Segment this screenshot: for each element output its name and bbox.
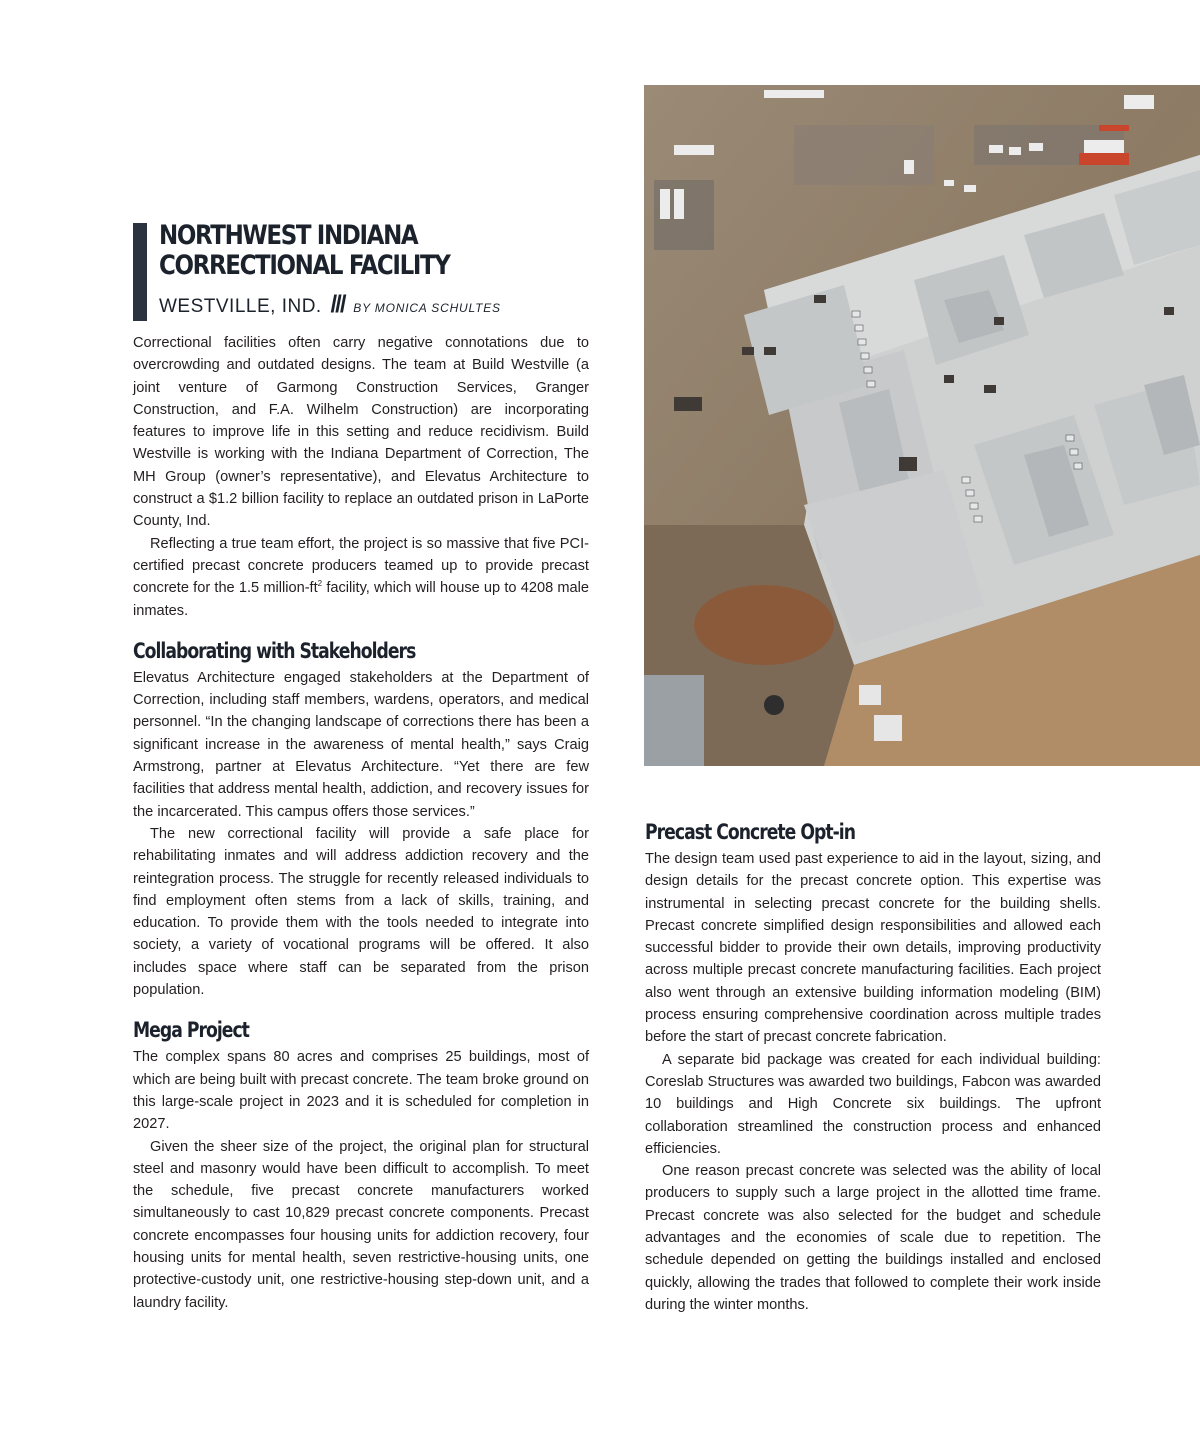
intro-p2-text-a: Reflecting a true team effort, the project is so massive that five PCI-certified precast concrete producers teamed up to provide precast concrete for the 1.5 million-ft [133,535,589,597]
byline: BY MONICA SCHULTES [353,301,501,315]
optin-paragraph-1: The design team used past experience to aid in the layout, sizing, and design details for the precast concrete option. This expertise was instrumental in selecting precast concrete for the building shells. Precast concrete simplified design responsibilities and allowed each successful bidder to provide their own details, improving productivity across multiple precast concrete manufacturing facilities. Each project also went through an extensive building information modeling (BIM) process ensuring comprehensive coordination across multiple trades before the start of precast concrete fabrication. [645,851,1101,1046]
separator: /// [330,291,345,318]
stakeholders-paragraph-2: The new correctional facility will provide a safe place for rehabilitating inmates and will address addiction recovery and the reintegration process. The struggle for recently released individuals to find employment often stems from a lack of skills, training, and education. To provide them with the tools needed to integrate into society, a variety of vocational programs will be offered. It also includes space where staff can be separated from the prison population. [133,825,589,999]
aerial-construction-photo [644,85,1200,766]
mega-paragraph-1: The complex spans 80 acres and comprises 25 buildings, most of which are being built with precast concrete. The team broke ground on this large-scale project in 2023 and it is scheduled for completion in 2027. [133,1049,589,1133]
heading-mega-project: Mega Project [133,1018,249,1043]
heading-precast-opt-in: Precast Concrete Opt-in [645,820,855,844]
article-title: NORTHWEST INDIANA CORRECTIONAL FACILITY [159,220,450,281]
mega-paragraph-2: Given the sheer size of the project, the original plan for structural steel and masonry would have been difficult to accomplish. To meet the schedule, five precast concrete manufacturers worked simultaneously to cast 10,829 precast concrete components. Precast concrete encompasses four housing units for addiction recovery, four housing units for mental health, seven restrictive-housing units, one protective-custody unit, one restrictive-housing step-down unit, and a laundry facility. [133,1138,589,1311]
optin-paragraph-2: A separate bid package was created for each individual building: Coreslab Structures was awarded two buildings, Fabcon was awarded 10 buildings and High Concrete six buildings. The upfront collaboration streamlined the construction process and enhanced efficiencies. [645,1051,1101,1157]
heading-stakeholders: Collaborating with Stakeholders [133,638,416,663]
title-block [133,221,589,320]
intro-paragraph-2 [133,533,589,622]
location-line [159,293,589,320]
title-accent-bar [133,223,147,321]
right-column [645,820,1101,1316]
stakeholders-paragraph-1: Elevatus Architecture engaged stakeholders at the Department of Correction, including staff members, wardens, operators, and medical personnel. “In the changing landscape of corrections there has been a significant increase in the awareness of mental health,” says Craig Armstrong, partner at Elevatus Architecture. “Yet there are few facilities that address mental health, addiction, and recovery issues for the incarcerated. This campus offers those services.” [133,669,589,820]
intro-p2-text-b: facility, which will house up to 4208 male inmates. [133,580,590,619]
location: WESTVILLE, IND. [159,296,322,317]
superscript-2: 2 [317,579,323,589]
left-column [133,221,589,1314]
optin-paragraph-3: One reason precast concrete was selected was the ability of local producers to supply such a large project in the allotted time frame. Precast concrete was also selected for the budget and schedule advantages and the economies of scale due to repetition. The schedule depended on getting the buildings installed and enclosed quickly, allowing the trades that followed to complete their work inside during the winter months. [645,1163,1101,1313]
intro-paragraph-1: Correctional facilities often carry negative connotations due to overcrowding and outdated designs. The team at Build Westville (a joint venture of Garmong Construction Services, Granger Construction, and F.A. Wilhelm Construction) are incorporating features to improve life in this setting and reduce recidivism. Build Westville is working with the Indiana Department of Correction, The MH Group (owner’s representative), and Elevatus Architecture to construct a $1.2 billion facility to replace an outdated prison in LaPorte County, Ind. [133,335,589,530]
